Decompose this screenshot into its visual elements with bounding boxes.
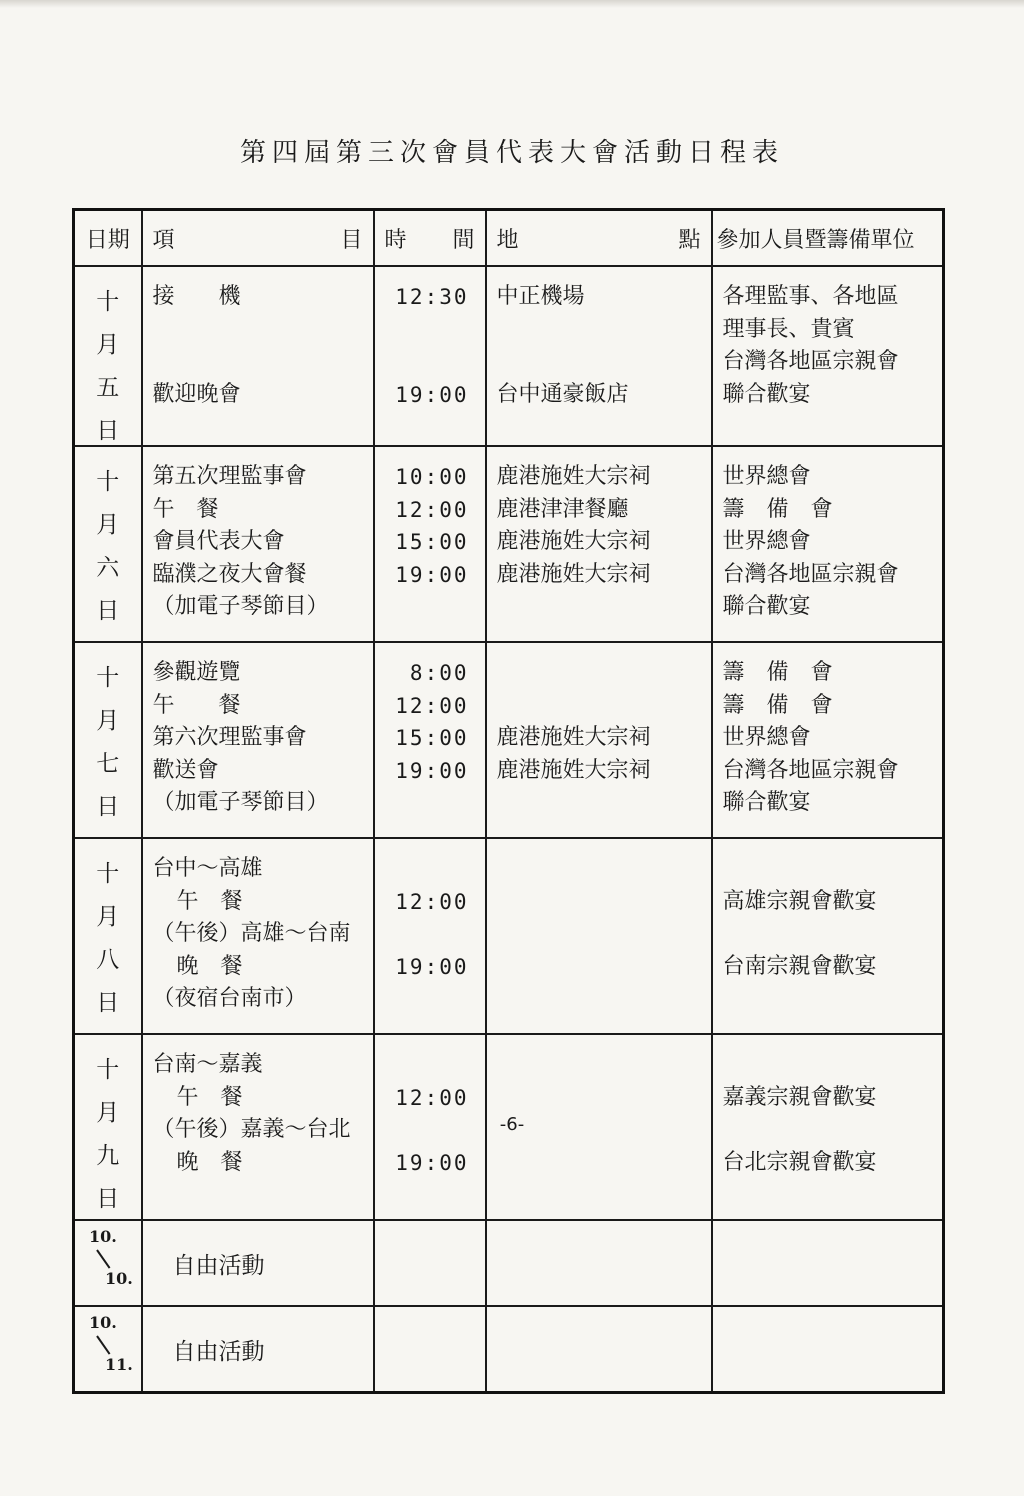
- date-vertical: [75, 839, 141, 1017]
- org-line: 聯合歡宴: [722, 594, 811, 619]
- time-cell-lines: [375, 1035, 485, 1189]
- header-item: [142, 210, 374, 267]
- place-line: 中正機場: [496, 284, 585, 309]
- place-line: [497, 886, 705, 919]
- date-fraction: [75, 1307, 141, 1383]
- item-line: 參觀遊覽: [152, 660, 241, 685]
- place-line: 鹿港施姓大宗祠: [496, 561, 651, 587]
- date-char: 月: [96, 904, 120, 930]
- time-line: [385, 787, 479, 820]
- date-char: 五: [96, 375, 120, 401]
- org-cell: [712, 1306, 944, 1392]
- item-line: [153, 314, 367, 347]
- time-line: [385, 853, 479, 886]
- header-date-label: 日期: [85, 227, 130, 253]
- time-line: 15:00: [395, 530, 469, 554]
- time-cell: [374, 642, 486, 838]
- date-cell: [74, 838, 142, 1034]
- place-cell-lines: [487, 267, 711, 421]
- date-char: 日: [96, 418, 120, 444]
- place-line: 台中通豪飯店: [496, 381, 629, 407]
- org-cell-lines: [713, 839, 943, 1026]
- place-cell: [486, 838, 712, 1034]
- date-fraction: [75, 1221, 141, 1297]
- header-org: [712, 210, 944, 267]
- org-line: [723, 918, 937, 951]
- place-cell: [486, 1220, 712, 1306]
- org-cell-lines: [713, 1035, 943, 1189]
- date-char: 月: [96, 708, 120, 734]
- item-line: 第五次理監事會: [152, 464, 307, 489]
- org-line: 世界總會: [722, 725, 811, 750]
- header-time-label-b: 間: [452, 227, 475, 253]
- date-vertical: [75, 643, 141, 821]
- day-row: [74, 266, 944, 446]
- item-line: 臨濮之夜大會餐: [152, 561, 307, 587]
- page-number: -6-: [499, 1114, 525, 1135]
- org-line: 世界總會: [722, 529, 811, 554]
- item-line: （午後）高雄～台南: [152, 921, 351, 946]
- item-line: （夜宿台南市）: [152, 986, 307, 1011]
- item-line: 會員代表大會: [152, 529, 285, 554]
- place-cell-lines: [487, 643, 711, 830]
- header-org-label: 參加人員暨籌備單位: [716, 227, 915, 253]
- time-line: 19:00: [395, 562, 469, 587]
- free-day-row: [74, 1306, 944, 1392]
- item-cell: [142, 838, 374, 1034]
- date-char: 十: [96, 861, 120, 887]
- org-cell-lines: [713, 267, 943, 421]
- date-slash: [96, 1335, 110, 1354]
- time-line: [385, 1049, 479, 1082]
- org-line: 台灣各地區宗親會: [722, 561, 899, 587]
- org-line: [723, 983, 937, 1016]
- item-line: 歡送會: [152, 757, 219, 783]
- date-char: 七: [96, 751, 120, 777]
- time-line: 10:00: [395, 465, 469, 489]
- org-line: 籌 備 會: [722, 692, 833, 718]
- page-edge: [0, 0, 1024, 8]
- place-cell: [486, 446, 712, 642]
- time-line: [385, 591, 479, 624]
- place-line: 鹿港施姓大宗祠: [496, 757, 651, 783]
- place-line: 鹿港津津餐廳: [496, 496, 629, 522]
- item-cell-lines: [143, 839, 373, 1026]
- item-line: 接 機: [152, 284, 241, 309]
- time-line: 12:00: [395, 693, 469, 718]
- place-line: [497, 591, 705, 624]
- item-cell: [142, 266, 374, 446]
- item-line: 午 餐: [176, 1084, 243, 1110]
- item-cell: [142, 446, 374, 642]
- place-line: [497, 1049, 705, 1082]
- org-cell-lines: [713, 447, 943, 634]
- item-line: 台南～嘉義: [152, 1052, 263, 1077]
- org-line: 聯合歡宴: [722, 790, 811, 815]
- item-cell: [142, 1220, 374, 1306]
- time-line: 12:00: [395, 889, 469, 914]
- date-cell: [74, 446, 142, 642]
- item-line: 午 餐: [176, 888, 243, 914]
- date-cell: [74, 1306, 142, 1392]
- date-cell: [74, 642, 142, 838]
- header-time-label-a: 時: [384, 227, 407, 253]
- day-row: [74, 838, 944, 1034]
- place-line: [497, 951, 705, 984]
- org-line: 嘉義宗親會歡宴: [722, 1084, 877, 1110]
- header-date: [74, 210, 142, 267]
- org-line: 籌 備 會: [722, 496, 833, 522]
- org-cell: [712, 266, 944, 446]
- date-month: 10.: [89, 1227, 117, 1246]
- item-cell: [142, 1306, 374, 1392]
- date-char: 十: [96, 289, 120, 315]
- time-cell: [374, 1306, 486, 1392]
- date-cell: [74, 1220, 142, 1306]
- place-line: [497, 918, 705, 951]
- free-activity: 自由活動: [172, 1339, 265, 1365]
- time-line: [385, 918, 479, 951]
- header-row: [74, 210, 944, 267]
- org-line: 各理監事、各地區: [722, 284, 899, 309]
- time-cell-lines: [375, 643, 485, 830]
- date-char: 九: [96, 1143, 120, 1169]
- place-cell-lines: [487, 447, 711, 634]
- item-line: 第六次理監事會: [152, 725, 307, 750]
- item-line: 台中～高雄: [152, 856, 263, 881]
- org-cell: [712, 838, 944, 1034]
- date-char: 日: [96, 990, 120, 1016]
- org-line: 台北宗親會歡宴: [722, 1149, 877, 1175]
- org-line: [723, 853, 937, 886]
- org-line: 聯合歡宴: [722, 381, 811, 407]
- place-line: 鹿港施姓大宗祠: [496, 725, 651, 750]
- date-day: 10.: [105, 1269, 133, 1288]
- time-line: 19:00: [395, 1150, 469, 1175]
- time-line: [385, 346, 479, 379]
- date-char: 月: [96, 512, 120, 538]
- item-cell-lines: [143, 267, 373, 421]
- date-char: 日: [96, 1186, 120, 1212]
- day-row: [74, 446, 944, 642]
- item-line: 晚 餐: [176, 1149, 243, 1175]
- place-line: [497, 314, 705, 347]
- item-line: （午後）嘉義～台北: [152, 1117, 351, 1142]
- place-line: 鹿港施姓大宗祠: [496, 529, 651, 554]
- time-cell: [374, 1220, 486, 1306]
- header-place-label-b: 點: [678, 227, 701, 253]
- date-char: 日: [96, 794, 120, 820]
- org-line: 台南宗親會歡宴: [722, 953, 877, 979]
- time-line: 12:30: [395, 285, 469, 309]
- header-item-label-a: 項: [152, 227, 175, 253]
- org-cell: [712, 1220, 944, 1306]
- place-line: 鹿港施姓大宗祠: [496, 464, 651, 489]
- org-cell-lines: [713, 643, 943, 830]
- page-title: 第四屆第三次會員代表大會活動日程表: [239, 138, 784, 168]
- time-cell: [374, 838, 486, 1034]
- org-line: 籌 備 會: [722, 660, 833, 685]
- time-line: 19:00: [395, 954, 469, 979]
- date-char: 日: [96, 598, 120, 624]
- time-line: 8:00: [409, 661, 469, 685]
- place-line: [497, 346, 705, 379]
- date-char: 月: [96, 332, 120, 358]
- item-line: 午 餐: [152, 692, 241, 718]
- org-line: 台灣各地區宗親會: [722, 757, 899, 783]
- schedule-table: [72, 208, 945, 1394]
- item-line: （加電子琴節目）: [152, 594, 329, 619]
- place-cell: [486, 266, 712, 446]
- item-cell-lines: [143, 447, 373, 634]
- time-line: 19:00: [395, 758, 469, 783]
- org-cell: [712, 446, 944, 642]
- free-activity: 自由活動: [172, 1253, 265, 1279]
- time-cell: [374, 266, 486, 446]
- item-cell-lines: [143, 1035, 373, 1189]
- free-day-row: [74, 1220, 944, 1306]
- header-item-label-b: 目: [340, 227, 363, 253]
- place-line: [497, 853, 705, 886]
- time-line: 19:00: [395, 382, 469, 407]
- time-line: 12:00: [395, 497, 469, 522]
- header-place: [486, 210, 712, 267]
- place-cell-lines: [487, 839, 711, 1026]
- item-cell: [142, 642, 374, 838]
- time-cell-lines: [375, 447, 485, 634]
- place-cell: [486, 1306, 712, 1392]
- item-cell-lines: [143, 643, 373, 830]
- item-line: （加電子琴節目）: [152, 790, 329, 815]
- time-line: [385, 983, 479, 1016]
- place-line: [497, 1147, 705, 1180]
- place-line: [497, 1082, 705, 1115]
- date-day: 11.: [105, 1355, 133, 1374]
- org-line: 台灣各地區宗親會: [722, 349, 899, 374]
- org-line: [723, 1049, 937, 1082]
- date-vertical: [75, 267, 141, 445]
- place-line: [497, 983, 705, 1016]
- org-cell: [712, 642, 944, 838]
- date-char: 六: [96, 555, 120, 581]
- place-line: [497, 657, 705, 690]
- time-cell-lines: [375, 839, 485, 1026]
- date-char: 十: [96, 665, 120, 691]
- date-cell: [74, 266, 142, 446]
- org-line: 世界總會: [722, 464, 811, 489]
- item-line: 晚 餐: [176, 953, 243, 979]
- org-line: 理事長、貴賓: [722, 316, 855, 342]
- date-char: 十: [96, 469, 120, 495]
- date-char: 八: [96, 947, 120, 973]
- time-line: 15:00: [395, 726, 469, 750]
- place-cell: [486, 642, 712, 838]
- date-slash: [96, 1249, 110, 1268]
- item-line: [153, 346, 367, 379]
- place-line: [497, 787, 705, 820]
- time-cell: [374, 446, 486, 642]
- place-line: [497, 690, 705, 723]
- header-place-label-a: 地: [496, 227, 519, 253]
- date-vertical: [75, 447, 141, 625]
- place-cell-lines: [487, 1035, 711, 1189]
- org-line: 高雄宗親會歡宴: [722, 888, 877, 914]
- time-line: 12:00: [395, 1085, 469, 1110]
- time-line: [385, 314, 479, 347]
- header-time: [374, 210, 486, 267]
- day-row: [74, 642, 944, 838]
- item-line: 午 餐: [152, 496, 219, 522]
- date-char: 月: [96, 1100, 120, 1126]
- date-month: 10.: [89, 1313, 117, 1332]
- item-line: 歡迎晚會: [152, 381, 241, 407]
- time-cell-lines: [375, 267, 485, 421]
- date-char: 十: [96, 1057, 120, 1083]
